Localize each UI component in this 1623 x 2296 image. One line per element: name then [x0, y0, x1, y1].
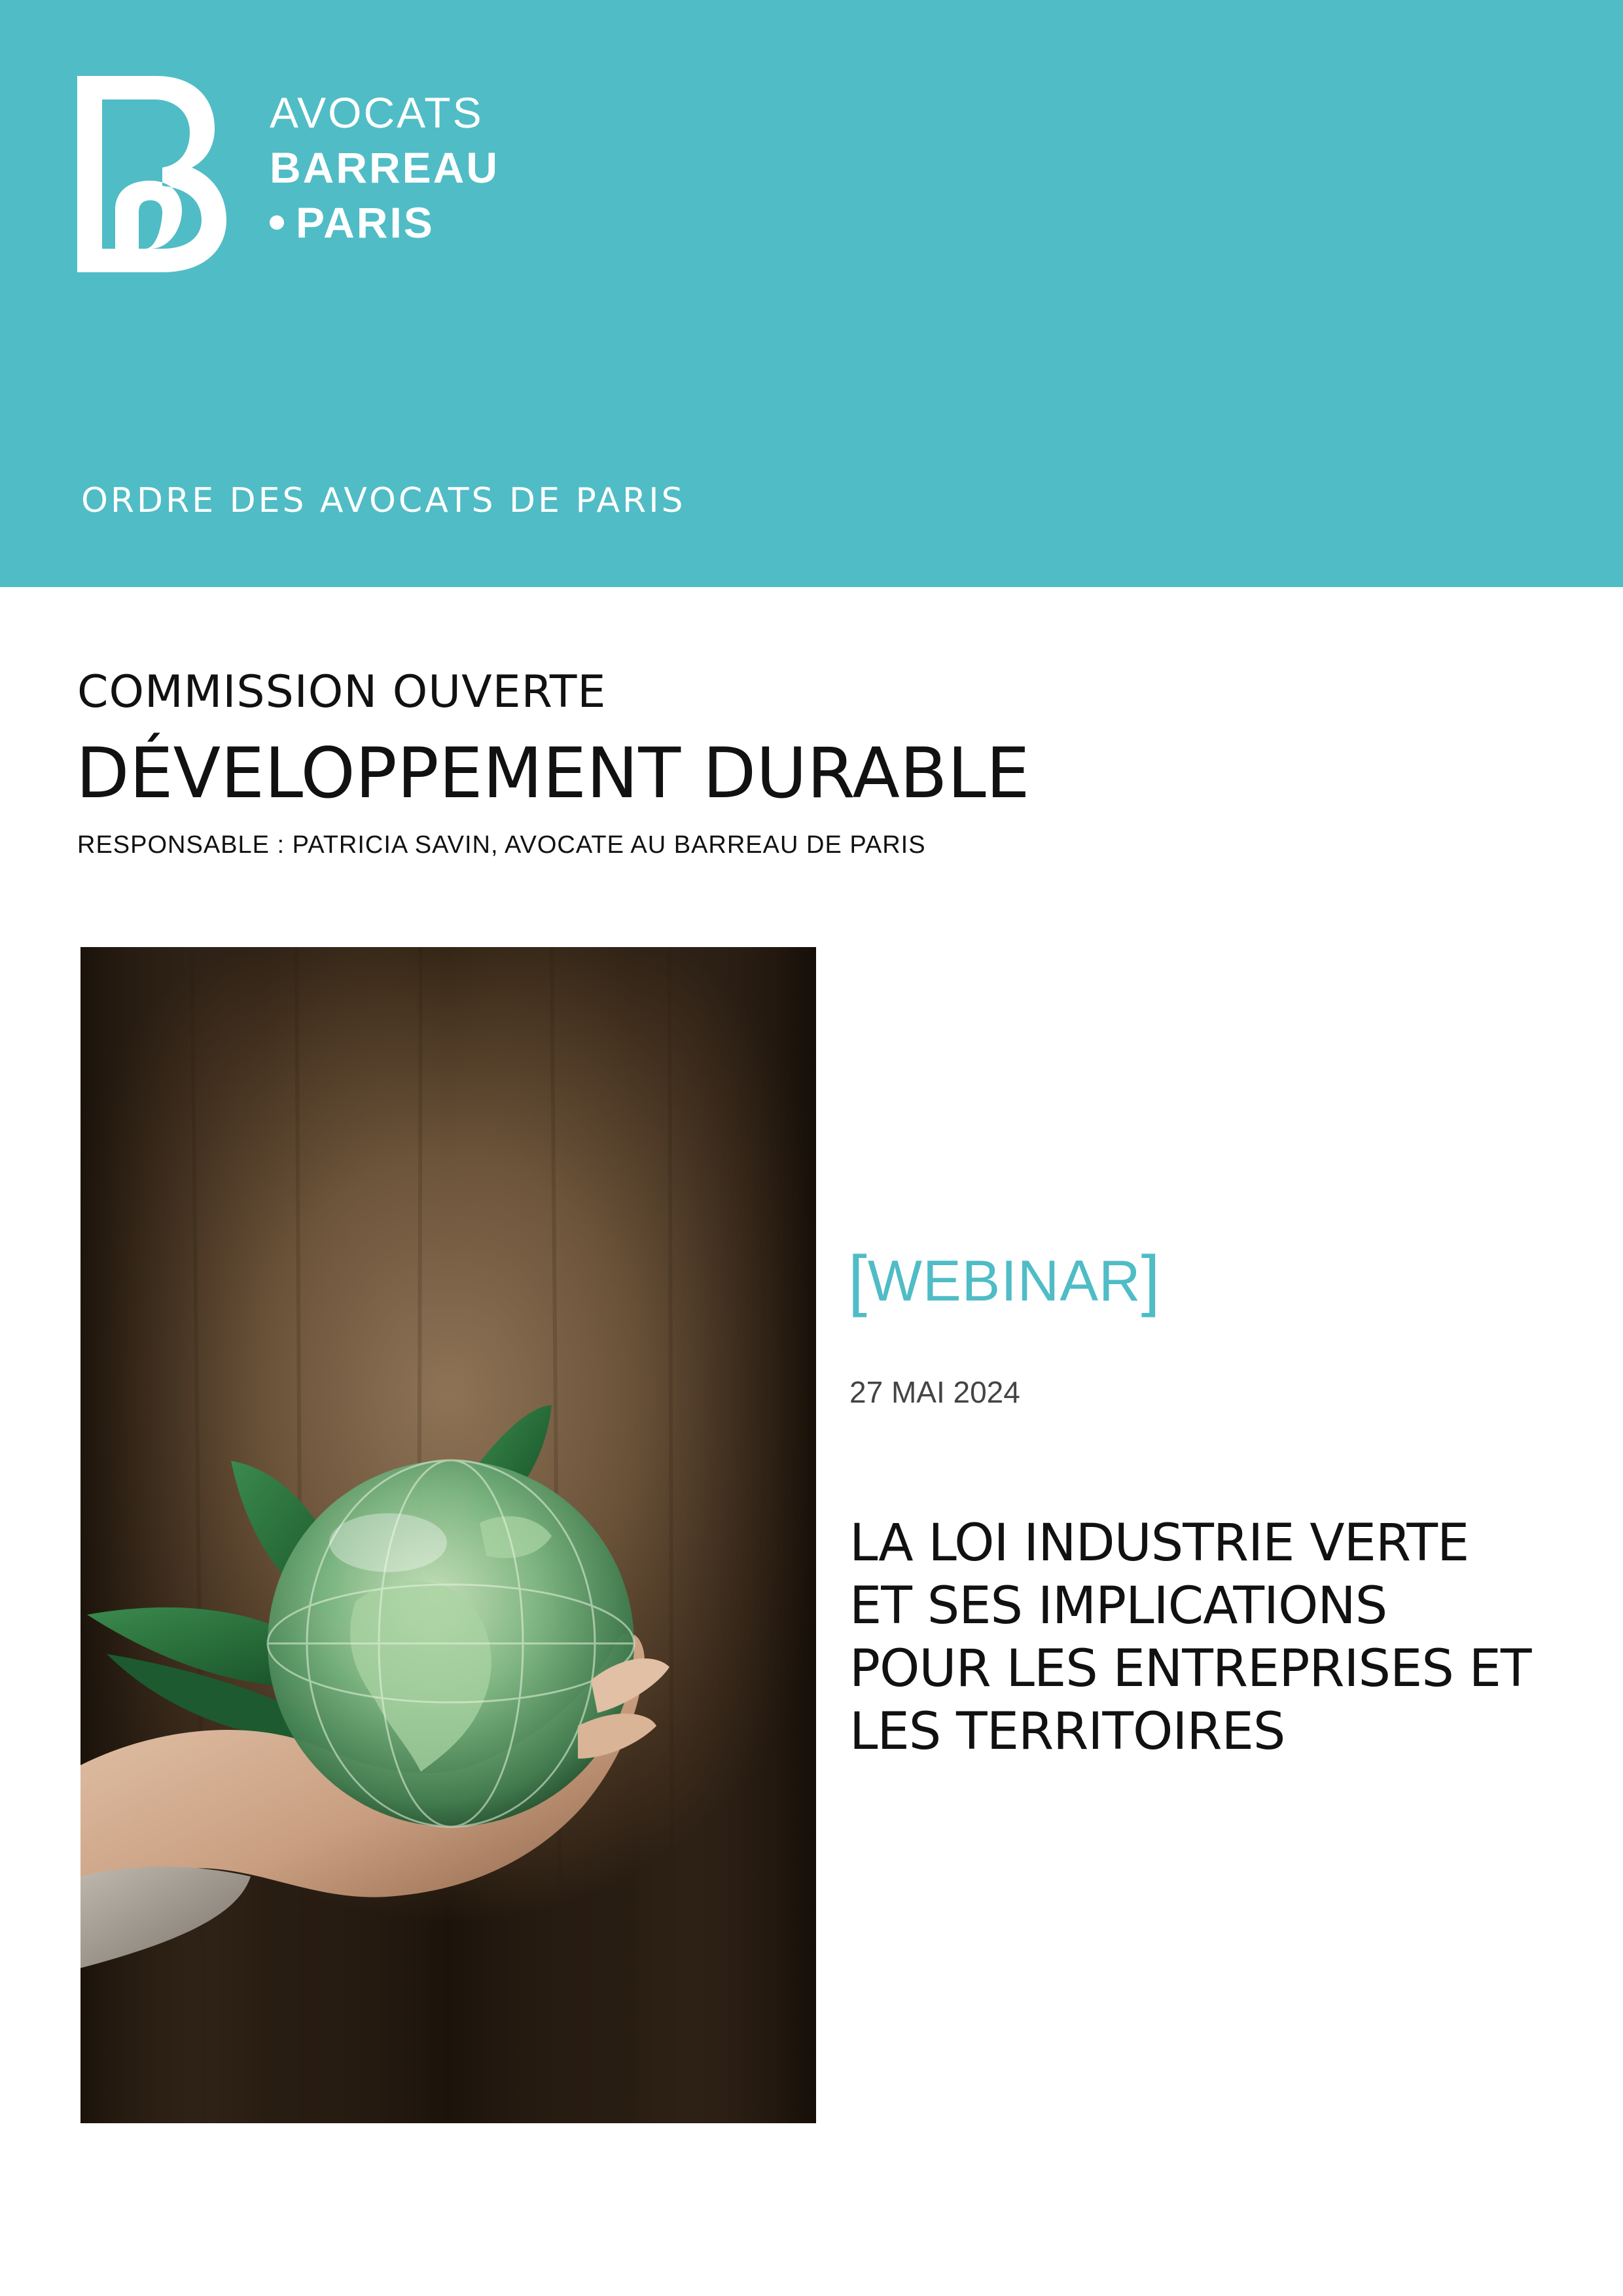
bullet-dot-icon	[270, 215, 284, 230]
event-type-text: WEBINAR	[867, 1248, 1141, 1313]
event-title-line: ET SES IMPLICATIONS	[849, 1577, 1387, 1636]
commission-theme: DÉVELOPPEMENT DURABLE	[76, 733, 1030, 814]
logo-wordmark	[270, 85, 499, 250]
org-name: ORDRE DES AVOCATS DE PARIS	[81, 481, 686, 520]
barreau-logo-icon	[77, 76, 226, 272]
event-title-line: LES TERRITOIRES	[849, 1702, 1285, 1761]
bracket-close-icon: ]	[1141, 1242, 1161, 1318]
event-title-line: POUR LES ENTREPRISES ET	[849, 1640, 1531, 1698]
globe-in-hand-photo	[80, 947, 816, 2123]
bracket-open-icon: [	[848, 1242, 868, 1318]
commission-responsable: RESPONSABLE : PATRICIA SAVIN, AVOCATE AU BARREAU DE PARIS	[77, 831, 926, 859]
logo-line-barreau: BARREAU	[270, 143, 499, 192]
event-date: 27 MAI 2024	[849, 1375, 1020, 1409]
header-band	[0, 0, 1623, 587]
commission-label: COMMISSION OUVERTE	[77, 666, 607, 718]
event-type-label	[848, 1239, 1161, 1317]
event-title-line: LA LOI INDUSTRIE VERTE	[849, 1514, 1469, 1573]
logo-line-paris	[270, 195, 499, 250]
logo-line-avocats: AVOCATS	[270, 88, 484, 137]
logo-line-paris-text: PARIS	[296, 198, 435, 247]
event-title	[849, 1512, 1582, 1763]
